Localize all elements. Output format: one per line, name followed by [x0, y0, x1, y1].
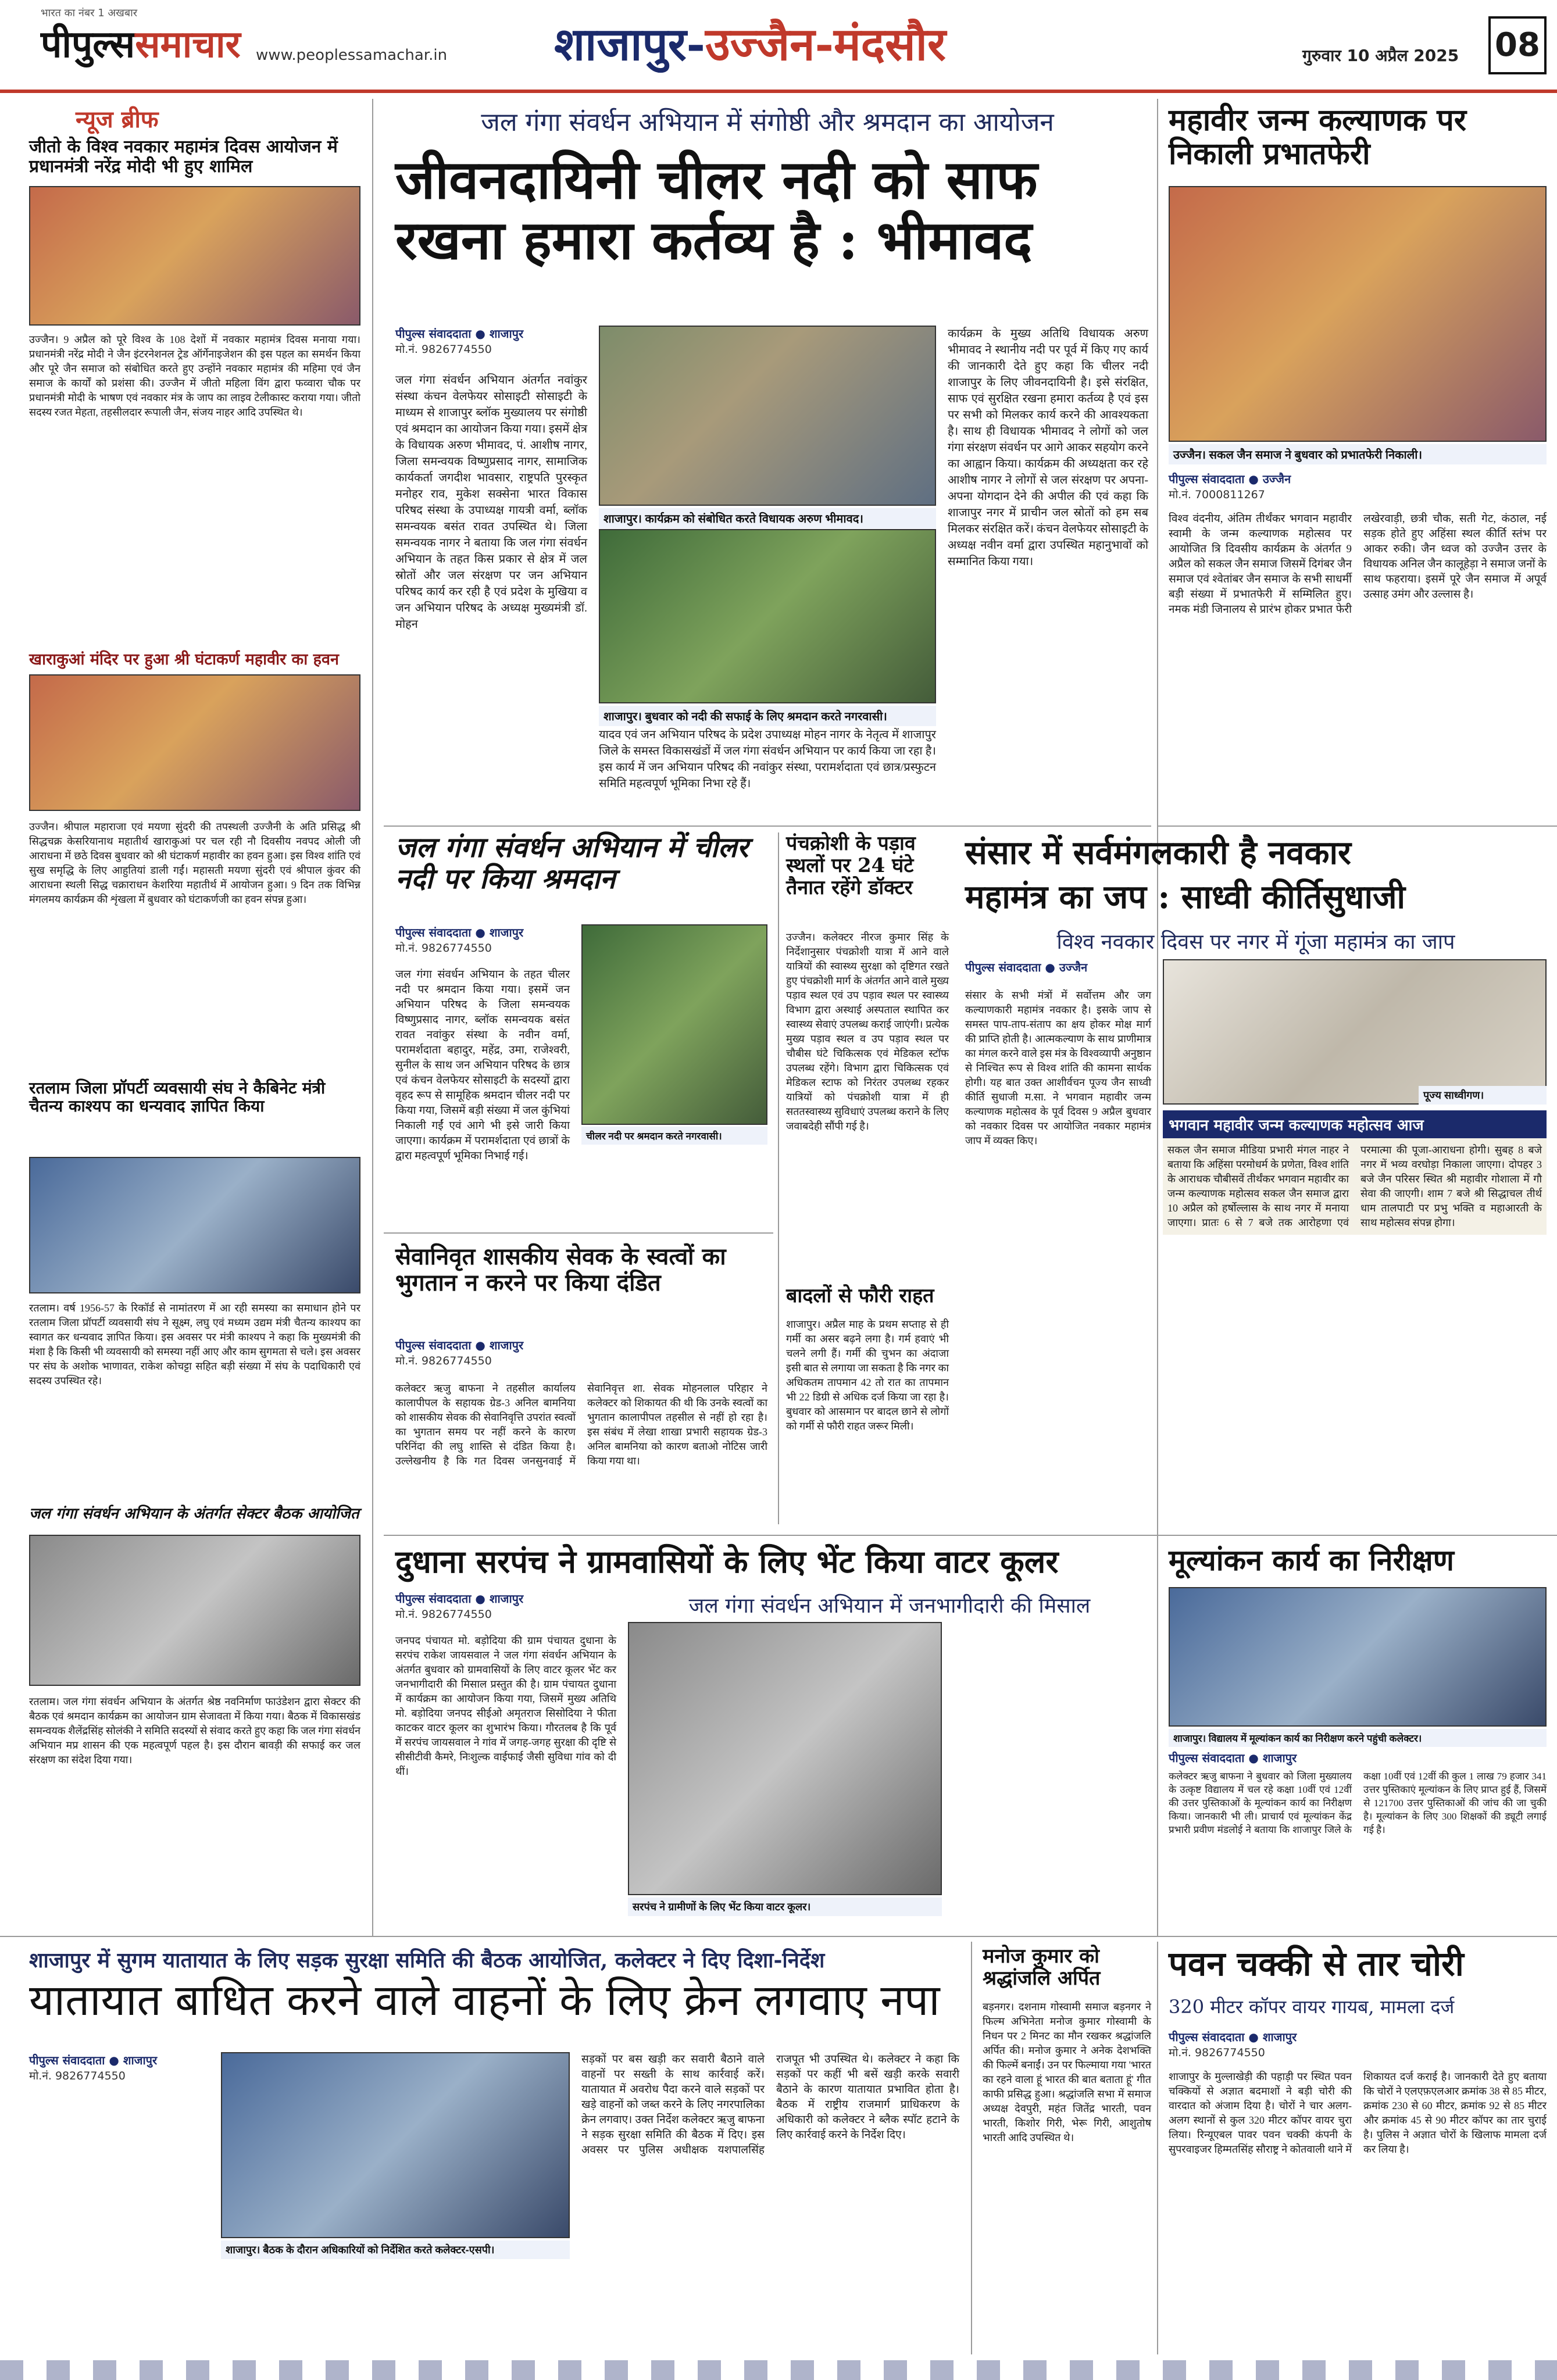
story-body: उज्जैन। श्रीपाल महाराजा एवं मयणा सुंदरी की तपस्थली उज्जैनी के अति प्रसिद्ध श्री सिद्धचक्र केसरियानाथ महातीर्थ खाराकुआं पर चल रही नौ दिवसीय नवपद ओली जी आराधना में छठे दिवस बुधवार को श्री घंटाकर्ण महावीर का हवन हुआ। इस विश्व शांति एवं सुख समृद्धि के लिए आहुतियां डाली गईं। महासती मयणा सुंदरी एवं श्रीपाल कुंवर की आराधना स्थली सिद्ध चक्राराधन केशरिया महातीर्थ में आयोजन हुआ। 9 दिन तक विभिन्न मंगलमय कार्यक्रम की शृंखला में बुधवार को घंटाकर्णजी का हवन संपन्न हुआ। [29, 821, 360, 905]
lead-headline[interactable]: जीवनदायिनी चीलर नदी को साफ [395, 148, 1038, 211]
story-kicker: 320 मीटर कॉपर वायर गायब, मामला दर्ज [1169, 1996, 1455, 2018]
news-photo [1163, 959, 1547, 1105]
story-body: शाजापुर के मुल्लाखेड़ी की पहाड़ी पर स्थित पवन चक्कियों से अज्ञात बदमाशों ने बड़ी चोरी की वारदात को अंजाम दिया है। चोरों ने चार अलग-अलग स्थानों से कुल 320 मीटर कॉपर वायर चुरा लिया। रिन्यूएबल पावर पवन चक्की कंपनी के सुपरवाइजर हिम्मतसिंह सौराष्ट्र ने कोतवाली थाने में शिकायत दर्ज कराई है। जानकारी देते हुए बताया कि चोरों ने एलएफ़एलआर क्रमांक 38 से 85 मीटर, क्रमांक 230 से 60 मीटर, क्रमांक 92 से 85 मीटर और क्रमांक 45 से 90 मीटर कॉपर का तार चुराई है। पुलिस ने अज्ञात चोरों के खिलाफ मामला दर्ज कर लिया है। [1169, 2071, 1547, 2155]
story-body: कलेक्टर ऋजु बाफना ने तहसील कार्यालय कालापीपल के सहायक ग्रेड-3 अनिल बामनिया को शासकीय सेवक की सेवानिवृत्ति उपरांत स्वत्वों का भुगतान समय पर नहीं करने के कारण परिनिंदा की लघु शास्ति से दंडित किया है। उल्लेखनीय है कि गत दिवस जनसुनवाई में सेवानिवृत्त शा. सेवक मोहनलाल परिहार ने कलेक्टर को शिकायत की थी कि उनके स्वत्वों का भुगतान कालापीपल तहसील से नहीं हो रहा है। इस संबंध में लेखा शाखा प्रभारी सहायक ग्रेड-3 अनिल बामनिया को कारण बताओ नोटिस जारी किया गया था। [395, 1382, 767, 1467]
news-photo [1169, 1587, 1547, 1727]
story-body: जल गंगा संवर्धन अभियान अंतर्गत नवांकुर संस्था कंचन वेलफेयर सोसाइटी सोसाइटी के माध्यम से शाजापुर ब्लॉक मुख्यालय पर संगोष्ठी एवं श्रमदान का आयोजन किया गया। इसमें क्षेत्र के विधायक अरुण भीमावद, पं. आशीष नागर, जिला समन्वयक विष्णुप्रसाद नागर, सामाजिक कार्यकर्ता जगदीश भावसार, राष्ट्रपति पुरस्कृत मनोहर राव, मुकेश सक्सेना भारत विकास परिषद संस्था के उपाध्यक्ष गायत्री वर्मा, ब्लॉक समन्वयक बसंत रावत उपस्थित थे। जिला समन्वयक नागर ने बताया कि जल गंगा संवर्धन अभियान के तहत किस प्रकार से क्षेत्र में जल स्रोतों और जल संरक्षण पर जन अभियान परिषद कार्य कर रही है एवं प्रदेश के मुखिया व जन अभियान परिषद के अध्यक्ष मुख्यमंत्री डॉ. मोहन [395, 374, 587, 631]
column-divider [1157, 1942, 1158, 2354]
news-photo [29, 1535, 360, 1686]
story-headline[interactable]: संसार में सर्वमंगलकारी है नवकार [965, 834, 1351, 872]
section-divider [1157, 826, 1557, 827]
story-headline[interactable]: रतलाम जिला प्रॉपर्टी व्यवसायी संघ ने कैबिनेट मंत्री चैतन्य काश्यप का धन्यवाद ज्ञापित किया [29, 1078, 326, 1116]
story-headline[interactable]: दुधाना सरपंच ने ग्रामवासियों के लिए भेंट किया वाटर कूलर [395, 1543, 1059, 1580]
story-headline[interactable]: पवन चक्की से तार चोरी [1169, 1944, 1464, 1984]
section-divider [384, 826, 1151, 827]
byline: पीपुल्स संवाददाता ● शाजापुर मो.नं. 9826774550 [29, 2053, 158, 2082]
photo-caption: शाजापुर। कार्यक्रम को संबोधित करते विधायक अरुण भीमावद। [599, 508, 936, 528]
news-photo [29, 674, 360, 811]
news-photo [1169, 186, 1547, 442]
story-headline[interactable]: महामंत्र का जप : साध्वी कीर्तिसुधाजी [965, 878, 1406, 916]
story-body: उज्जैन। 9 अप्रैल को पूरे विश्व के 108 देशों में नवकार महामंत्र दिवस मनाया गया। प्रधानमंत्री नरेंद्र मोदी ने जैन इंटरनेशनल ट्रेड ऑर्गेनाइजेशन की इस पहल का समर्थन किया और पूरे जैन समाज को संबोधित करते हुए उन्होंने नवकार महामंत्र की महिमा एवं जैन समाज के कार्यों को प्रशंसा की। उज्जैन में जीतो महिला विंग द्वारा फव्वारा चौक पर प्रधानमंत्री मोदी के भाषण एवं नवकार मंत्र के जाप का लाइव टेलीकास्ट कराया गया। जीतो सदस्य रजत मेहता, तहसीलदार रूपाली जैन, संजय नाहर आदि उपस्थित थे। [29, 334, 360, 418]
news-photo [599, 529, 936, 703]
story-headline[interactable]: पंचक्रोशी के पड़ाव स्थलों पर 24 घंटे तैनात रहेंगे डॉक्टर [786, 832, 916, 900]
photo-caption: चीलर नदी पर श्रमदान करते नगरवासी। [581, 1127, 767, 1145]
color-registration-strip [0, 2360, 1557, 2380]
story-kicker: विश्व नवकार दिवस पर नगर में गूंजा महामंत्र का जाप [1056, 930, 1455, 954]
story-body: जल गंगा संवर्धन अभियान के तहत चीलर नदी पर श्रमदान किया गया। इसमें जन अभियान परिषद के जिला समन्वयक विष्णुप्रसाद नागर, ब्लॉक समन्वयक बसंत रावत नवांकुर संस्था के नवीन वर्मा, परामर्शदाता बहादुर, महेंद्र, उमा, राजेश्वरी, सुनील के साथ जन अभियान परिषद के छात्र एवं कंचन वेलफेयर सोसाइटी के सदस्यों द्वारा वृहद रूप से सामूहिक श्रमदान चीलर नदी पर किया गया, जिसमें बड़ी संख्या में जल कुंभियां निकाली गईं एवं आगे भी इसे जारी किया जाएगा। कार्यक्रम में परामर्शदाता एवं छात्रों के द्वारा महत्वपूर्ण भूमिका निभाई गई। [395, 969, 570, 1162]
story-body: बड़नगर। दशनाम गोस्वामी समाज बड़नगर ने फिल्म अभिनेता मनोज कुमार गोस्वामी के निधन पर 2 मिनट का मौन रखकर श्रद्धांजलि अर्पित की। मनोज कुमार ने अनेक देशभक्ति की फिल्में बनाईं। उन पर फिल्माया गया 'भारत का रहने वाला हूं भारत की बात बताता हूं' गीत काफी प्रसिद्ध हुआ। श्रद्धांजलि सभा में समाज अध्यक्ष देवपुरी, महंत जितेंद्र भारती, पवन भारती, किशोर गिरी, भेरू गिरी, आशुतोष भारती आदि उपस्थित थे। [983, 2001, 1151, 2143]
story-headline[interactable]: जल गंगा संवर्धन अभियान के अंतर्गत सेक्टर बैठक आयोजित [29, 1505, 359, 1523]
story-body: सड़कों पर बस खड़ी कर सवारी बैठाने वाले वाहनों पर सख्ती के साथ कार्रवाई करें। यातायात में अवरोध पैदा करने वाले सड़कों पर खड़े वाहनों को जब्त करने के लिए नगरपालिका क्रेन लगवाए। उक्त निर्देश कलेक्टर ऋजु बाफना ने सड़क सुरक्षा समिति की बैठक में दिए। इस अवसर पर पुलिस अधीक्षक यशपालसिंह राजपूत भी उपस्थित थे। कलेक्टर ने कहा कि सड़कों पर कहीं भी बसें खड़ी करके सवारी बैठाने के कारण यातायात प्रभावित होता है। बैठक में राष्ट्रीय राजमार्ग प्राधिकरण के अधिकारी को कलेक्टर ने ब्लैक स्पॉट हटाने के लिए कार्रवाई करने के निर्देश दिए। [581, 2053, 959, 2156]
news-photo [29, 1157, 360, 1293]
story-body: जनपद पंचायत मो. बड़ोदिया की ग्राम पंचायत दुधाना के सरपंच राकेश जायसवाल ने जल गंगा संवर्धन अभियान के अंतर्गत बुधवार को ग्रामवासियों के लिए वाटर कूलर भेंट कर जनभागीदारी की मिसाल प्रस्तुत की है। ग्राम पंचायत दुधाना में कार्यक्रम का आयोजन किया गया, जिसमें मुख्य अतिथि मो. बड़ोदिया जनपद सीईओ अमृतराज सिसोदिया ने फीता काटकर वाटर कूलर का शुभारंभ किया। गौरतलब है कि पूर्व में सरपंच जायसवाल ने गांव में जगह-जगह सुरक्षा की दृष्टि से सीसीटीवी कैमरे, निःशुल्क वाईफाई जैसी सुविधा गांव को दी थीं। [395, 1635, 616, 1777]
story-headline[interactable]: खाराकुआं मंदिर पर हुआ श्री घंटाकर्ण महावीर का हवन [29, 651, 339, 669]
byline: पीपुल्स संवाददाता ● शाजापुर मो.नं. 9826774550 [395, 925, 524, 955]
byline: पीपुल्स संवाददाता ● शाजापुर मो.नं. 9826774550 [395, 327, 524, 356]
section-divider [384, 1535, 1557, 1536]
photo-caption: उज्जैन। सकल जैन समाज ने बुधवार को प्रभातफेरी निकाली। [1169, 444, 1547, 464]
story-headline[interactable]: जीतो के विश्व नवकार महामंत्र दिवस आयोजन में प्रधानमंत्री नरेंद्र मोदी भी हुए शामिल [29, 137, 338, 177]
story-headline[interactable]: मनोज कुमार को श्रद्धांजलि अर्पित [983, 1945, 1101, 1991]
photo-caption: पूज्य साध्वीगण। [1419, 1086, 1547, 1105]
story-headline[interactable]: बादलों से फौरी राहत [786, 1284, 934, 1307]
story-body: कलेक्टर ऋजु बाफना ने बुधवार को जिला मुख्यालय के उत्कृष्ट विद्यालय में चल रहे कक्षा 10वीं एवं 12वीं की उत्तर पुस्तिकाओं के मूल्यांकन कार्य का निरीक्षण किया। जानकारी भी ली। प्राचार्य एवं मूल्यांकन केंद्र प्रभारी प्रवीण मंडलोई ने बताया कि शाजापुर जिले के कक्षा 10वीं एवं 12वीं की कुल 1 लाख 79 हजार 341 उत्तर पुस्तिकाएं मूल्यांकन के लिए प्राप्त हुई हैं, जिसमें से 121700 उत्तर पुस्तिकाओं की जांच की जा चुकी है। मूल्यांकन के लिए 300 शिक्षकों की ड्यूटी लगाई गई है। [1169, 1771, 1547, 1835]
edition-title: शाजापुर-उज्जैन-मंदसौर [554, 18, 946, 71]
news-photo [628, 1622, 942, 1895]
story-headline[interactable]: मूल्यांकन कार्य का निरीक्षण [1169, 1543, 1454, 1577]
story-kicker: शाजापुर में सुगम यातायात के लिए सड़क सुरक्षा समिति की बैठक आयोजित, कलेक्टर ने दिए दिशा-निर्देश [29, 1948, 825, 1972]
story-body: शाजापुर। अप्रैल माह के प्रथम सप्ताह से ही गर्मी का असर बढ़ने लगा है। गर्म हवाएं भी चलने लगी हैं। गर्मी की चुभन का अंदाजा इसी बात से लगाया जा सकता है कि नगर का अधिकतम तापमान 42 तो रात का तापमान भी 22 डिग्री से अधिक दर्ज किया जा रहा है। बुधवार को आसमान पर बादल छाने से लोगों को गर्मी से फौरी राहत जरूर मिली। [786, 1318, 949, 1432]
photo-caption: सरपंच ने ग्रामीणों के लिए भेंट किया वाटर कूलर। [628, 1897, 942, 1916]
byline: पीपुल्स संवाददाता ● शाजापुर मो.नं. 9826774550 [395, 1338, 524, 1367]
photo-caption: शाजापुर। विद्यालय में मूल्यांकन कार्य का निरीक्षण करने पहुंची कलेक्टर। [1169, 1729, 1547, 1747]
column-divider [778, 832, 779, 1524]
story-body: यादव एवं जन अभियान परिषद के प्रदेश उपाध्यक्ष मोहन नागर के नेतृत्व में शाजापुर जिले के समस्त विकासखंडों में जल गंगा संवर्धन अभियान पर कार्य किया जा रहा है। इस कार्य में जन अभियान परिषद की नवांकुर संस्था, परामर्शदाता एवं छात्र/प्रस्फुटन समिति महत्वपूर्ण भूमिका निभा रहे हैं। [599, 728, 936, 790]
story-body: कार्यक्रम के मुख्य अतिथि विधायक अरुण भीमावद ने स्थानीय नदी पर पूर्व में किए गए कार्य की जानकारी देते हुए कहा कि चीलर नदी शाजापुर के लिए जीवनदायिनी है। इसे संरक्षित, साफ एवं सुरक्षित रखना हमारा कर्तव्य है एवं इस पर सभी को मिलकर कार्य करने की आवश्यकता है। साथ ही विधायक भीमावद ने लोगों को जल गंगा संरक्षण संवर्धन पर आगे आकर सहयोग करने का आह्वान किया। कार्यक्रम की अध्यक्षता कर रहे आशीष नागर ने लोगों से जल संरक्षण पर अपना-अपना योगदान देने की अपील की एवं कहा कि शाजापुर नगर में प्राचीन जल स्रोतों को हम सब मिलकर संरक्षित करें। कंचन वेलफेयर सोसाइटी के अध्यक्ष नवीन वर्मा द्वारा उपस्थित महानुभावों को सम्मानित किया गया। [948, 327, 1148, 568]
story-body: उज्जैन। कलेक्टर नीरज कुमार सिंह के निर्देशानुसार पंचक्रोशी यात्रा में आने वाले यात्रियों की स्वास्थ्य सुरक्षा को दृष्टिगत रखते हुए पंचक्रोशी मार्ग के अंतर्गत आने वाले मुख्य पड़ाव स्थल एवं उप पड़ाव स्थल पर स्वास्थ्य विभाग द्वारा अस्थाई अस्पताल स्थापित कर स्वास्थ्य सेवाएं उपलब्ध कराई जाएंगी। प्रत्येक मुख्य पड़ाव स्थल व उप पड़ाव स्थल पर चौबीस घंटे चिकित्सक एवं मेडिकल स्टॉफ उपलब्ध रहेंगे। विभाग द्वारा चिकित्सक एवं मेडिकल स्टाफ को निरंतर उपलब्ध रहकर यात्रियों को पंचक्रोशी यात्रा में ही सततस्वास्थ्य सुविधाएं उपलब्ध कराने के लिए जवाबदेही सौंपी गई है। [786, 931, 949, 1132]
column-divider [1157, 1535, 1158, 1936]
byline: पीपुल्स संवाददाता ● शाजापुर मो.नं. 9826774550 [1169, 2030, 1297, 2059]
story-headline[interactable]: सेवानिवृत शासकीय सेवक के स्वत्वों का भुगतान न करने पर किया दंडित [395, 1243, 726, 1296]
lead-headline[interactable]: रखना हमारा कर्तव्य है : भीमावद [395, 209, 1033, 271]
photo-caption: शाजापुर। बुधवार को नदी की सफाई के लिए श्रमदान करते नगरवासी। [599, 706, 936, 726]
story-body: रतलाम। वर्ष 1956-57 के रिकॉर्ड से नामांतरण में आ रही समस्या का समाधान होने पर रतलाम जिला प्रॉपर्टी व्यवसायी संघ ने सूक्ष्म, लघु एवं मध्यम उद्यम मंत्री चैतन्य काश्यप का स्वागत कर धन्यवाद ज्ञापित किया। इस अवसर पर मंत्री काश्यप ने कहा कि मुख्यमंत्री की मंशा है कि किसी भी व्यवसायी को समस्या नहीं आए और काम सुगमता से चले। इस अवसर पर संघ के अशोक भाणावत, राकेश कोचट्टा सहित बड़ी संख्या में संघ के पदाधिकारी एवं सदस्य उपस्थित रहे। [29, 1302, 360, 1386]
news-photo [221, 2052, 570, 2238]
photo-caption: शाजापुर। बैठक के दौरान अधिकारियों को निर्देशित करते कलेक्टर-एसपी। [221, 2240, 570, 2259]
website-link[interactable]: www.peoplessamachar.in [256, 47, 448, 64]
byline: पीपुल्स संवाददाता ● उज्जैन मो.नं. 7000811267 [1169, 472, 1291, 501]
story-headline[interactable]: महावीर जन्म कल्याणक पर निकाली प्रभातफेरी [1169, 102, 1467, 172]
column-divider [1157, 99, 1158, 1535]
story-kicker: जल गंगा संवर्धन अभियान में संगोष्ठी और श्रमदान का आयोजन [481, 108, 1054, 137]
story-body: संसार के सभी मंत्रों में सर्वोत्तम और जग कल्याणकारी महामंत्र नवकार है। इसके जाप से समस्त पाप-ताप-संताप का क्षय होकर मोक्ष मार्ग की प्राप्ति होती है। आत्मकल्याण के साथ प्राणीमात्र का मंगल करने वाले इस मंत्र के विश्वव्यापी अनुष्ठान से निश्चित रूप से विश्व शांति की कामना सार्थक होगी। यह बात उक्त आशीर्वचन पूज्य जैन साध्वी कीर्ति सुधाजी म.सा. ने भगवान महावीर जन्म कल्याणक महोत्सव के पूर्व दिवस 9 अप्रैल बुधवार को नवकार दिवस पर आयोजित नवकार महामंत्र जाप में व्यक्त किए। [965, 989, 1151, 1146]
news-brief-label: न्यूज ब्रीफ [76, 106, 159, 133]
story-headline[interactable]: जल गंगा संवर्धन अभियान में चीलर नदी पर किया श्रमदान [395, 831, 749, 895]
news-photo [581, 924, 767, 1125]
section-divider [0, 1936, 1557, 1937]
event-box-body: सकल जैन समाज मीडिया प्रभारी मंगल नाहर ने बताया कि अहिंसा परमोधर्म के प्रणेता, विश्व शांति के आराधक चौबीसवें तीर्थंकर भगवान महावीर का जन्म कल्याणक महोत्सव सकल जैन समाज द्वारा 10 अप्रैल को हर्षोल्लास के साथ नगर में मनाया जाएगा। प्रातः 6 से 7 बजे तक आरोहणा एवं परमात्मा की पूजा-आराधना होगी। सुबह 8 बजे नगर में भव्य वरघोड़ा निकाला जाएगा। दोपहर 3 बजे जैन परिसर स्थित श्री महावीर गोशाला में गौ सेवा की जाएगी। शाम 7 बजे श्री सिद्धाचल तीर्थ धाम तालपाटी पर प्रभु भक्ति व महाआरती के साथ महोत्सव संपन्न होगा। [1163, 1138, 1547, 1235]
column-divider [372, 99, 373, 1936]
story-body: रतलाम। जल गंगा संवर्धन अभियान के अंतर्गत श्रेष्ठ नवनिर्माण फाउंडेशन द्वारा सेक्टर की बैठक एवं श्रमदान कार्यक्रम का आयोजन ग्राम सेजावता में किया गया। बैठक में विकासखंड समन्वयक शैलेंद्रसिंह सोलंकी ने समिति सदस्यों से संवाद करते हुए कहा कि जल गंगा संवर्धन अभियान मप्र शासन की एक महत्वपूर्ण पहल है। इस दौरान बावड़ी की सफाई कर जल संरक्षण का संदेश दिया गया। [29, 1696, 360, 1766]
event-box-title: भगवान महावीर जन्म कल्याणक महोत्सव आज [1163, 1110, 1547, 1138]
story-headline[interactable]: यातायात बाधित करने वाले वाहनों के लिए क्रेन लगवाए नपा [29, 1975, 940, 2025]
news-photo [29, 186, 360, 326]
column-divider [971, 1942, 972, 2354]
byline: पीपुल्स संवाददाता ● शाजापुर मो.नं. 9826774550 [395, 1592, 524, 1621]
byline: पीपुल्स संवाददाता ● उज्जैन [965, 960, 1088, 974]
section-divider [384, 1232, 773, 1234]
story-body: विश्व वंदनीय, अंतिम तीर्थंकर भगवान महावीर स्वामी के जन्म कल्याणक महोत्सव पर आयोजित त्रि दिवसीय कार्यक्रम के अंतर्गत 9 अप्रैल को सकल जैन समाज जिसमें दिगंबर जैन समाज एवं श्वेतांबर जैन समाज के सभी साधर्मी बड़ी संख्या में प्रभातफेरी में सम्मिलित हुए। नमक मंडी जिनालय से प्रारंभ होकर प्रभात फेरी लखेरवाड़ी, छत्री चौक, सती गेट, कंठाल, नई सड़क होते हुए अहिंसा स्थल कीर्ति स्तंभ पर आकर रुकी। जैन ध्वज को उज्जैन उत्तर के विधायक अनिल जैन कालूहेड़ा ने समाज जनों के साथ फहराया। इसमें पूरे जैन समाज में अपूर्व उत्साह उमंग और उल्लास है। [1169, 513, 1547, 616]
masthead-tagline: भारत का नंबर 1 अखबार [41, 7, 138, 19]
page-number: 08 [1488, 16, 1547, 74]
byline: पीपुल्स संवाददाता ● शाजापुर [1169, 1751, 1297, 1765]
issue-date: गुरुवार 10 अप्रैल 2025 [1302, 46, 1459, 65]
news-photo [599, 326, 936, 506]
newspaper-logo[interactable]: पीपुल्ससमाचार [41, 23, 241, 66]
story-kicker: जल गंगा संवर्धन अभियान में जनभागीदारी की मिसाल [688, 1594, 1091, 1618]
